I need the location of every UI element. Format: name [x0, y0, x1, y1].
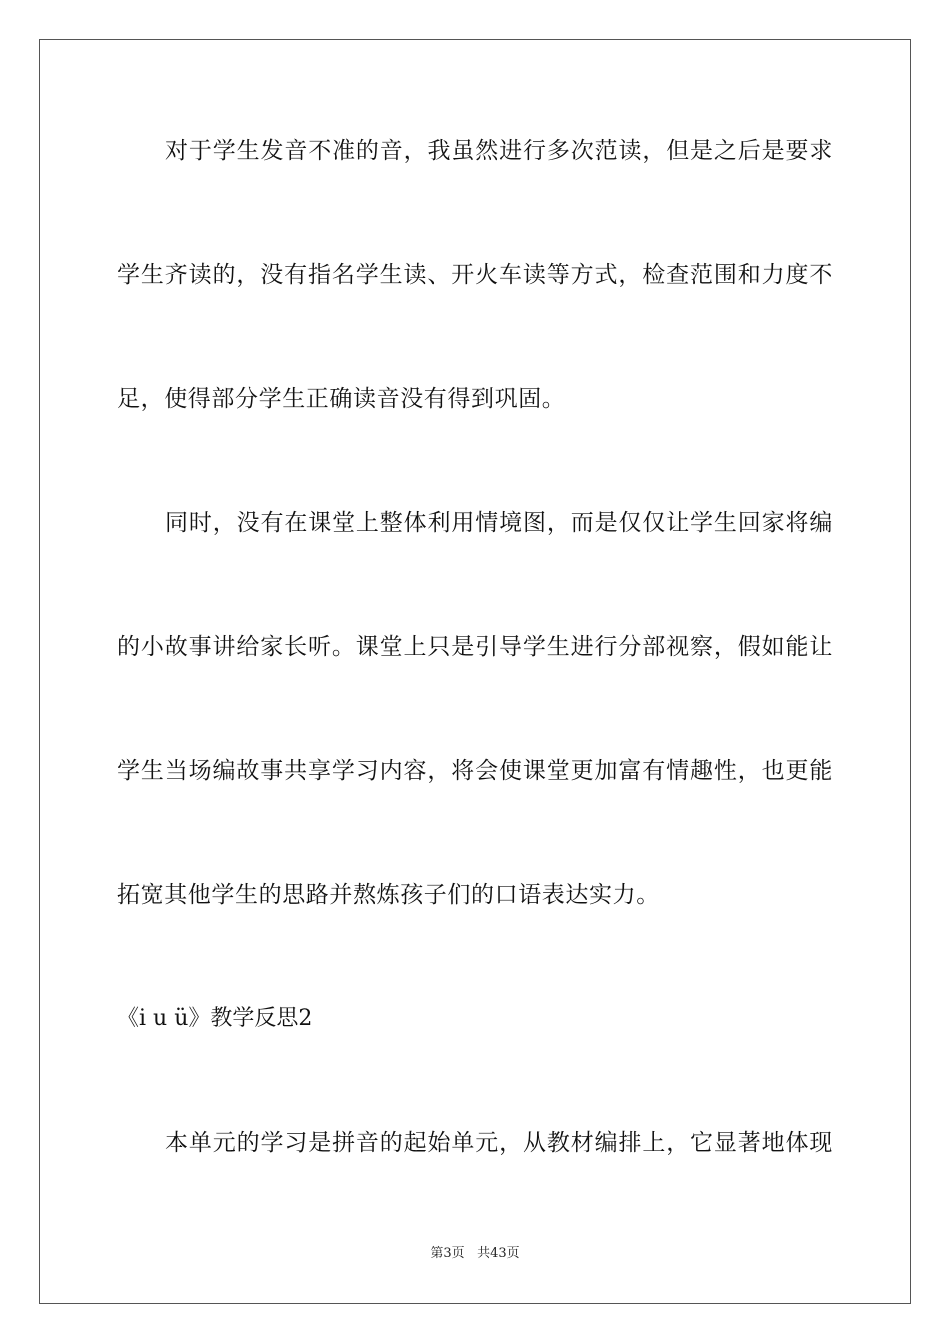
page-border	[39, 39, 911, 1304]
paragraph-1-line-1: 对于学生发音不准的音，我虽然进行多次范读，但是之后是要求	[165, 138, 833, 164]
paragraph-2-line-2: 的小故事讲给家长听。课堂上只是引导学生进行分部视察，假如能让	[117, 634, 833, 660]
paragraph-3-line-1: 本单元的学习是拼音的起始单元，从教材编排上，它显著地体现	[165, 1130, 833, 1156]
section-heading: 《i u ü》教学反思2	[117, 1006, 313, 1031]
paragraph-1-line-2: 学生齐读的，没有指名学生读、开火车读等方式，检查范围和力度不	[117, 262, 833, 288]
total-pages: 共43页	[477, 1246, 520, 1261]
page-number: 第3页	[430, 1246, 465, 1261]
paragraph-2-line-3: 学生当场编故事共享学习内容，将会使课堂更加富有情趣性，也更能	[117, 758, 833, 784]
paragraph-2-line-1: 同时，没有在课堂上整体利用情境图，而是仅仅让学生回家将编	[165, 510, 833, 536]
page-footer	[0, 1245, 950, 1263]
paragraph-1-line-3: 足，使得部分学生正确读音没有得到巩固。	[117, 386, 566, 412]
paragraph-2-line-4: 拓宽其他学生的思路并熬炼孩子们的口语表达实力。	[117, 882, 660, 908]
